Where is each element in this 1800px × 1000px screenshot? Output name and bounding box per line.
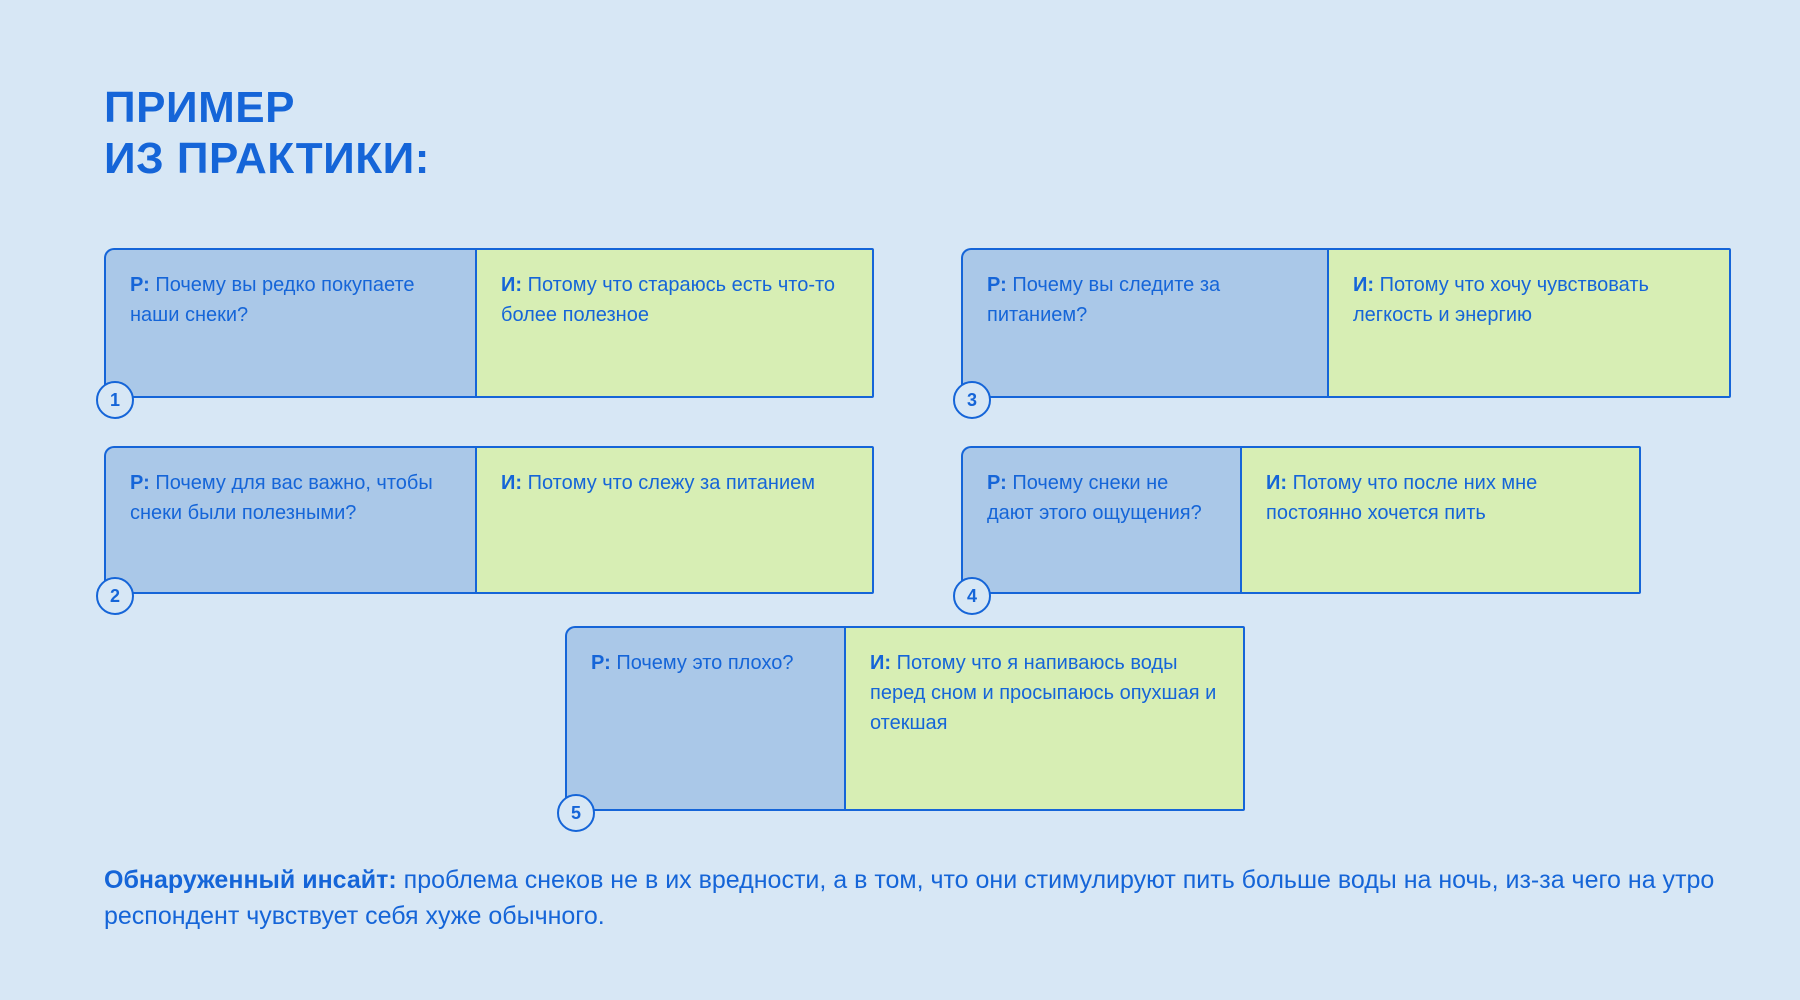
question-tag-5: Р: bbox=[591, 652, 611, 674]
question-tag-3: Р: bbox=[987, 274, 1007, 296]
question-text-4: Почему снеки не дают этого ощущения? bbox=[987, 472, 1202, 524]
question-text-2: Почему для вас важно, чтобы снеки были полезными? bbox=[130, 472, 433, 524]
answer-cell-1 bbox=[476, 248, 874, 398]
step-card-5 bbox=[565, 626, 1245, 811]
step-badge-1: 1 bbox=[96, 381, 134, 419]
question-text-3: Почему вы следите за питанием? bbox=[987, 274, 1221, 326]
question-cell-2 bbox=[104, 446, 476, 594]
answer-cell-4 bbox=[1241, 446, 1641, 594]
answer-text-3: Потому что хочу чувствовать легкость и энергию bbox=[1353, 274, 1649, 326]
step-card-1 bbox=[104, 248, 874, 398]
answer-tag-4: И: bbox=[1266, 472, 1288, 494]
question-text-1: Почему вы редко покупаете наши снеки? bbox=[130, 274, 415, 326]
question-cell-5 bbox=[565, 626, 845, 811]
question-text-5: Почему это плохо? bbox=[616, 652, 794, 674]
answer-text-4: Потому что после них мне постоянно хочется пить bbox=[1266, 472, 1538, 524]
step-badge-5: 5 bbox=[557, 794, 595, 832]
answer-tag-1: И: bbox=[501, 274, 523, 296]
step-badge-4: 4 bbox=[953, 577, 991, 615]
step-card-3 bbox=[961, 248, 1731, 398]
question-tag-2: Р: bbox=[130, 472, 150, 494]
answer-tag-5: И: bbox=[870, 652, 892, 674]
step-badge-3: 3 bbox=[953, 381, 991, 419]
question-tag-1: Р: bbox=[130, 274, 150, 296]
answer-tag-3: И: bbox=[1353, 274, 1375, 296]
insight-block bbox=[104, 862, 1724, 935]
page-title-line-2: ИЗ ПРАКТИКИ: bbox=[104, 134, 430, 184]
step-card-4 bbox=[961, 446, 1641, 594]
question-cell-1 bbox=[104, 248, 476, 398]
insight-text: проблема снеков не в их вредности, а в том, что они стимулируют пить больше воды на ночь, из-за чего на утро респондент чувствует себя хуже обычного. bbox=[104, 866, 1715, 931]
answer-text-1: Потому что стараюсь есть что-то более полезное bbox=[501, 274, 836, 326]
answer-cell-3 bbox=[1328, 248, 1731, 398]
page-title-line-1: ПРИМЕР bbox=[104, 83, 295, 132]
answer-tag-2: И: bbox=[501, 472, 523, 494]
answer-text-2: Потому что слежу за питанием bbox=[527, 472, 816, 494]
answer-text-5: Потому что я напиваюсь воды перед сном и просыпаюсь опухшая и отекшая bbox=[870, 652, 1217, 734]
page-title bbox=[104, 82, 430, 185]
answer-cell-2 bbox=[476, 446, 874, 594]
step-card-2 bbox=[104, 446, 874, 594]
step-badge-2: 2 bbox=[96, 577, 134, 615]
question-cell-4 bbox=[961, 446, 1241, 594]
question-tag-4: Р: bbox=[987, 472, 1007, 494]
answer-cell-5 bbox=[845, 626, 1245, 811]
insight-lead: Обнаруженный инсайт: bbox=[104, 866, 397, 894]
question-cell-3 bbox=[961, 248, 1328, 398]
